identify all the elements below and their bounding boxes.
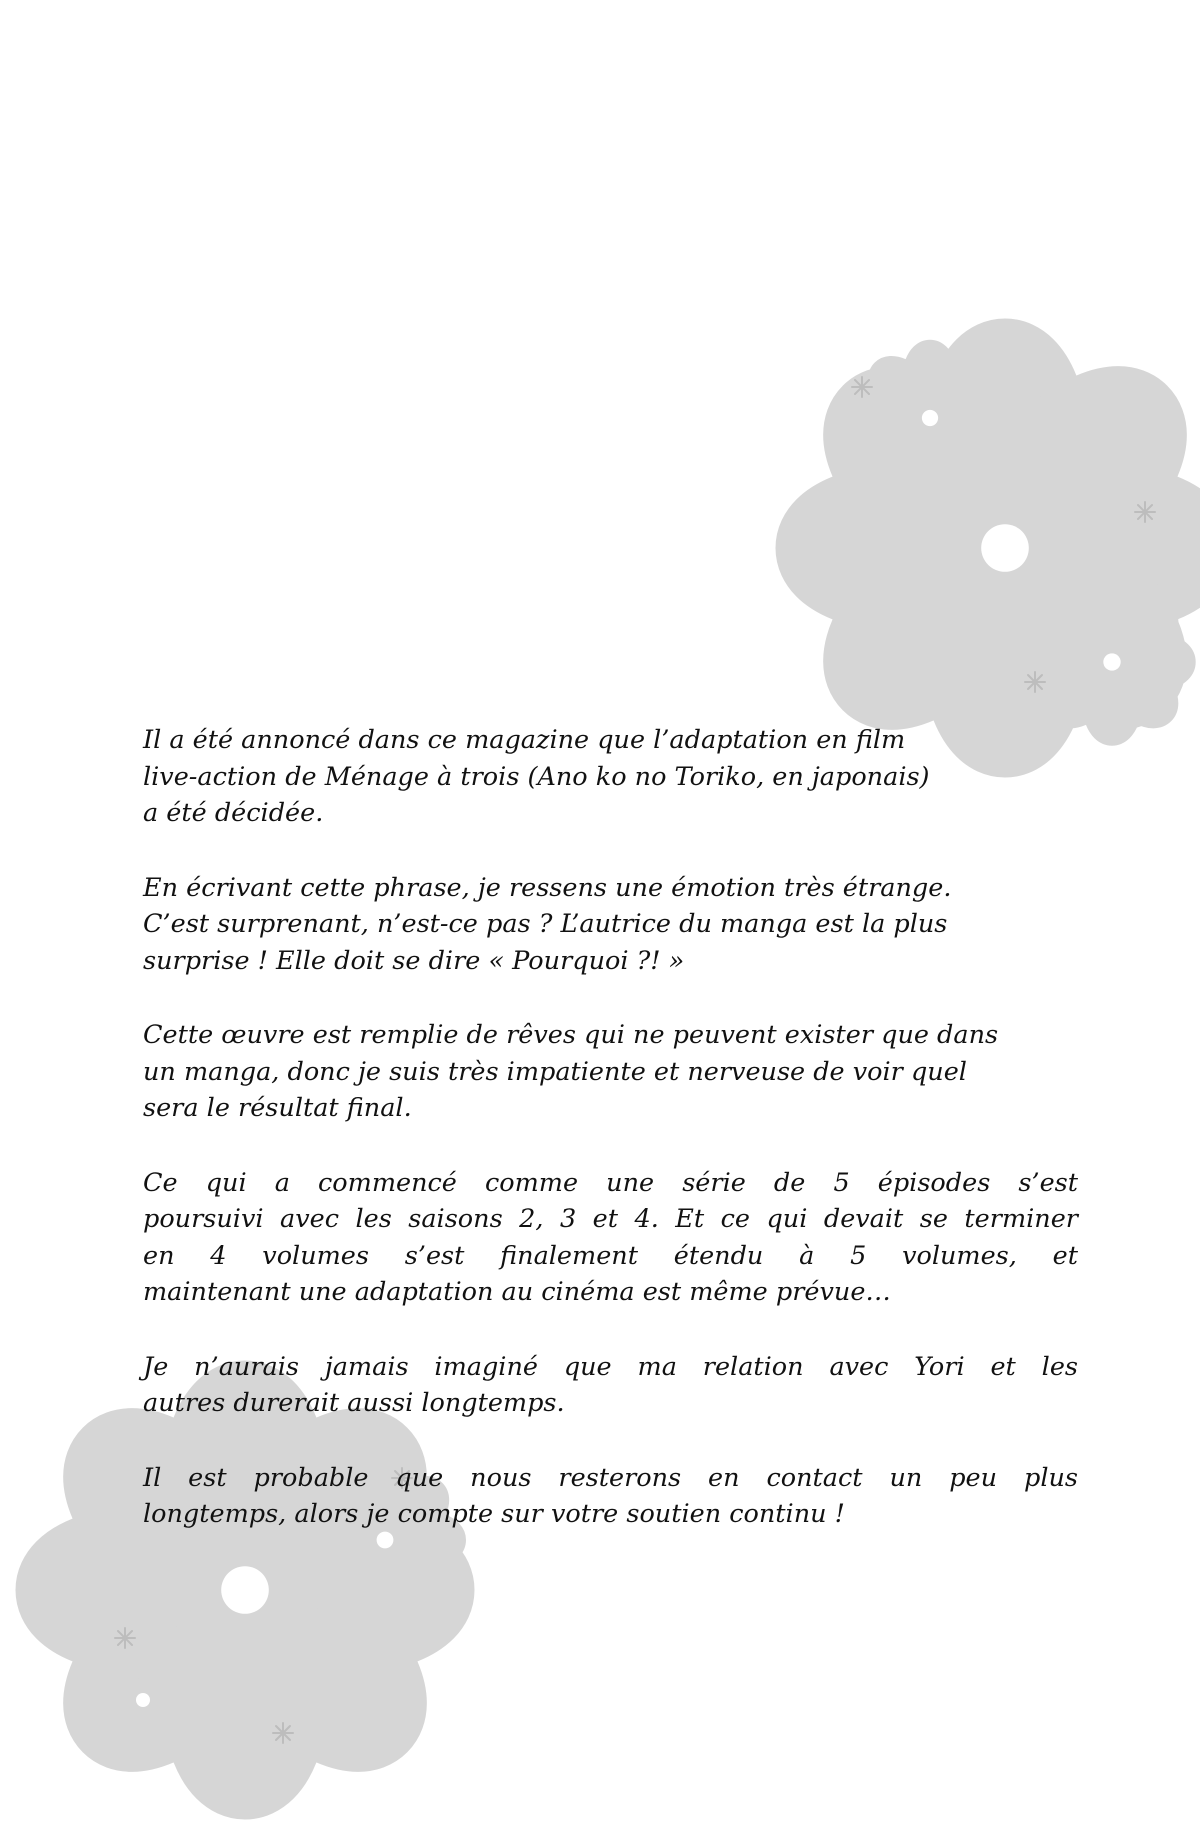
text-line: Il a été annoncé dans ce magazine que l’adaptation en film [143, 725, 906, 755]
text-line: maintenant une adaptation au cinéma est même prévue… [143, 1277, 891, 1307]
small-flower-icon [91, 1648, 196, 1753]
text-line: En écrivant cette phrase, je ressens une émotion très étrange. [143, 872, 952, 903]
sparkle-icon [273, 1723, 293, 1743]
text-line: un manga, donc je suis très impatiente et nerveuse de voir quel [143, 1056, 967, 1087]
sparkle-icon [1135, 502, 1155, 522]
text-line: poursuivi avec les saisons 2, 3 et 4. Et ce qui devait se terminer [143, 1204, 1078, 1234]
text-line: sera le résultat final. [143, 1093, 412, 1123]
text-line: Il est probable que nous resterons en contact un peu plus [143, 1462, 1078, 1493]
paragraph-relationship [143, 1349, 1078, 1422]
text-line: a été décidée. [143, 798, 324, 828]
text-line: autres durerait aussi longtemps. [143, 1388, 565, 1418]
paragraph-closing [143, 1460, 1078, 1533]
sparkle-icon [1025, 672, 1045, 692]
small-flower-icon [1047, 597, 1177, 727]
paragraph-emotion [143, 870, 1078, 980]
text-line: Cette œuvre est remplie de rêves qui ne peuvent exister que dans [143, 1020, 999, 1050]
text-line: surprise ! Elle doit se dire « Pourquoi ?! » [143, 945, 685, 976]
text-line: longtemps, alors je compte sur votre soutien continu ! [143, 1499, 845, 1529]
sparkle-icon [852, 377, 872, 397]
flower-cluster-top-right [827, 357, 1184, 727]
medium-flower-icon [869, 357, 991, 479]
paragraph-series-history [143, 1165, 1078, 1311]
paragraph-dreams [143, 1017, 1078, 1127]
afterword-text [143, 722, 1078, 1571]
paragraph-announcement [143, 722, 1078, 832]
text-line: live-action de Ménage à trois (Ano ko no Toriko, en japonais) [143, 761, 930, 792]
text-line: Ce qui a commencé comme une série de 5 épisodes s’est [143, 1167, 1078, 1198]
text-line: en 4 volumes s’est finalement étendu à 5 volumes, et [143, 1240, 1078, 1271]
text-line: Je n’aurais jamais imaginé que ma relation avec Yori et les [143, 1351, 1078, 1382]
sparkle-icon [115, 1628, 135, 1648]
text-line: C’est surprenant, n’est-ce pas ? L’autrice du manga est la plus [143, 909, 948, 939]
